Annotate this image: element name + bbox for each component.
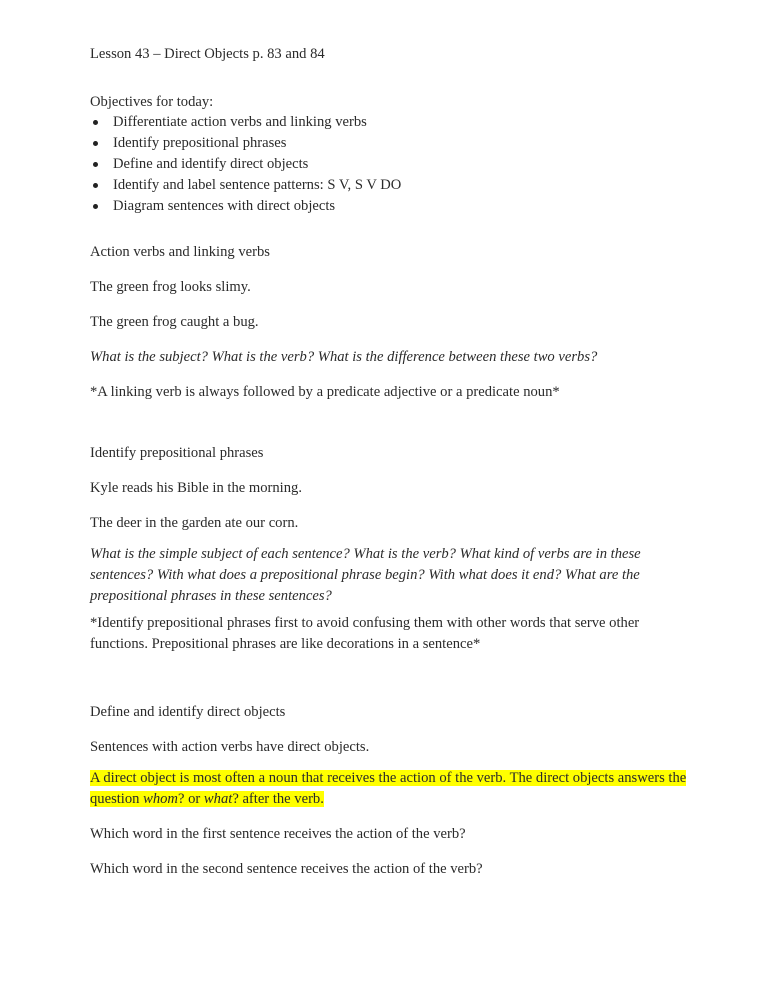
section-heading-prepositional: Identify prepositional phrases xyxy=(90,445,264,461)
note: *Identify prepositional phrases first to avoid confusing them with other words that serve other functions. Prepositional phrases are like decorations in a sentence* xyxy=(90,615,640,652)
bullet-icon xyxy=(93,141,98,146)
example-sentence: The green frog caught a bug. xyxy=(90,314,259,330)
objective-item: Define and identify direct objects xyxy=(113,154,401,175)
objective-item: Diagram sentences with direct objects xyxy=(113,196,401,217)
objective-item: Identify prepositional phrases xyxy=(113,133,401,154)
question: Which word in the first sentence receives the action of the verb? xyxy=(90,826,466,842)
objective-item: Differentiate action verbs and linking verbs xyxy=(113,112,401,133)
bullet-icon xyxy=(93,183,98,188)
bullet-icon xyxy=(93,162,98,167)
lesson-title: Lesson 43 – Direct Objects p. 83 and 84 xyxy=(90,46,325,62)
section-heading-verbs: Action verbs and linking verbs xyxy=(90,244,270,260)
section-heading-direct-objects: Define and identify direct objects xyxy=(90,704,286,720)
objective-item: Identify and label sentence patterns: S V, S V DO xyxy=(113,175,401,196)
objectives-heading: Objectives for today: xyxy=(90,94,214,110)
bullet-icon xyxy=(93,204,98,209)
highlighted-definition: A direct object is most often a noun that receives the action of the verb. The direct objects answers the question whom? or what? after the verb. xyxy=(90,770,687,807)
example-sentence: The green frog looks slimy. xyxy=(90,279,251,295)
discussion-question: What is the simple subject of each sentence? What is the verb? What kind of verbs are in these sentences? With what does a prepositional phrase begin? With what does it end? What are the prepositional phrases in these sentences? xyxy=(90,546,641,604)
example-sentence: The deer in the garden ate our corn. xyxy=(90,515,299,531)
objectives-list xyxy=(113,112,401,217)
note: *A linking verb is always followed by a predicate adjective or a predicate noun* xyxy=(90,384,560,400)
discussion-question: What is the subject? What is the verb? What is the difference between these two verbs? xyxy=(90,349,598,365)
question: Which word in the second sentence receives the action of the verb? xyxy=(90,861,483,877)
example-sentence: Kyle reads his Bible in the morning. xyxy=(90,480,302,496)
statement: Sentences with action verbs have direct objects. xyxy=(90,739,370,755)
bullet-icon xyxy=(93,120,98,125)
